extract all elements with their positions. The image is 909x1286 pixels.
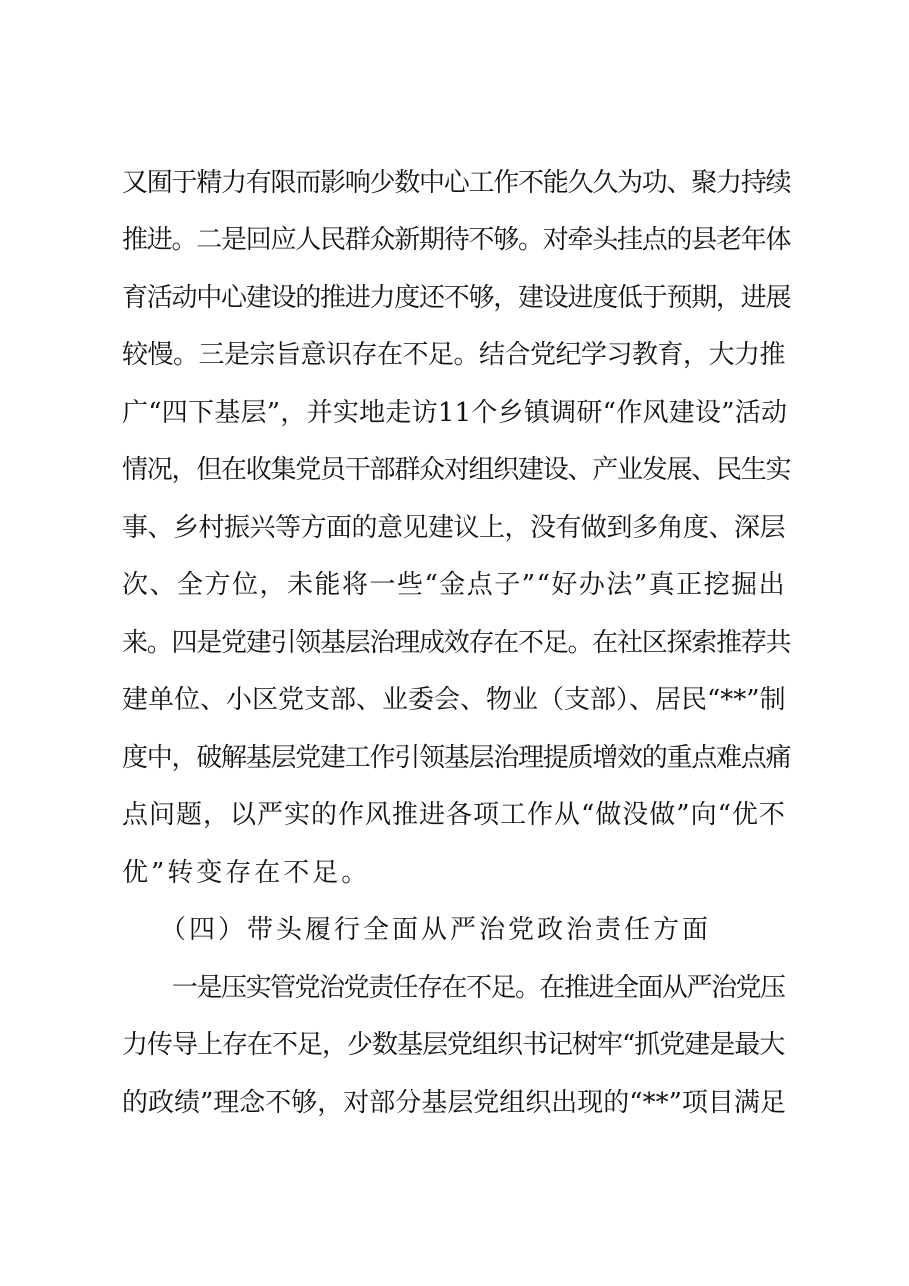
text-line: 推进。二是回应人民群众新期待不够。对牵头挂点的县老年体	[122, 225, 791, 255]
text-line: 度中，破解基层党建工作引领基层治理提质增效的重点难点痛	[122, 743, 791, 773]
text-line: 较慢。三是宗旨意识存在不足。结合党纪学习教育，大力推	[122, 340, 786, 370]
text-line: 力传导上存在不足，少数基层党组织书记树牢“抓党建是最大	[122, 1030, 785, 1060]
text-line: 优”转变存在不足。	[122, 858, 371, 888]
text-line: 又囿于精力有限而影响少数中心工作不能久久为功、聚力持续	[122, 168, 791, 198]
text-line: 育活动中心建设的推进力度还不够，建设进度低于预期，进展	[122, 283, 791, 313]
text-line: 来。四是党建引领基层治理成效存在不足。在社区探索推荐共	[122, 628, 791, 658]
text-line: 点问题，以严实的作风推进各项工作从“做没做”向“优不	[122, 800, 786, 830]
text-line: 次、全方位，未能将一些“金点子”“好办法”真正挖掘出	[122, 570, 787, 600]
text-line: 情况，但在收集党员干部群众对组织建设、产业发展、民生实	[122, 455, 791, 485]
text-line: 事、乡村振兴等方面的意见建议上，没有做到多角度、深层	[122, 513, 786, 543]
text-line: 的政绩”理念不够，对部分基层党组织出现的“**”项目满足	[122, 1088, 786, 1118]
text-line: 建单位、小区党支部、业委会、物业（支部）、居民“**”制	[122, 685, 786, 715]
text-line: 广“四下基层”，并实地走访11个乡镇调研“作风建设”活动	[122, 398, 788, 428]
section-heading: （四）带头履行全面从严治党政治责任方面	[160, 915, 712, 945]
text-line: 一是压实管党治党责任存在不足。在推进全面从严治党压	[172, 973, 785, 1003]
